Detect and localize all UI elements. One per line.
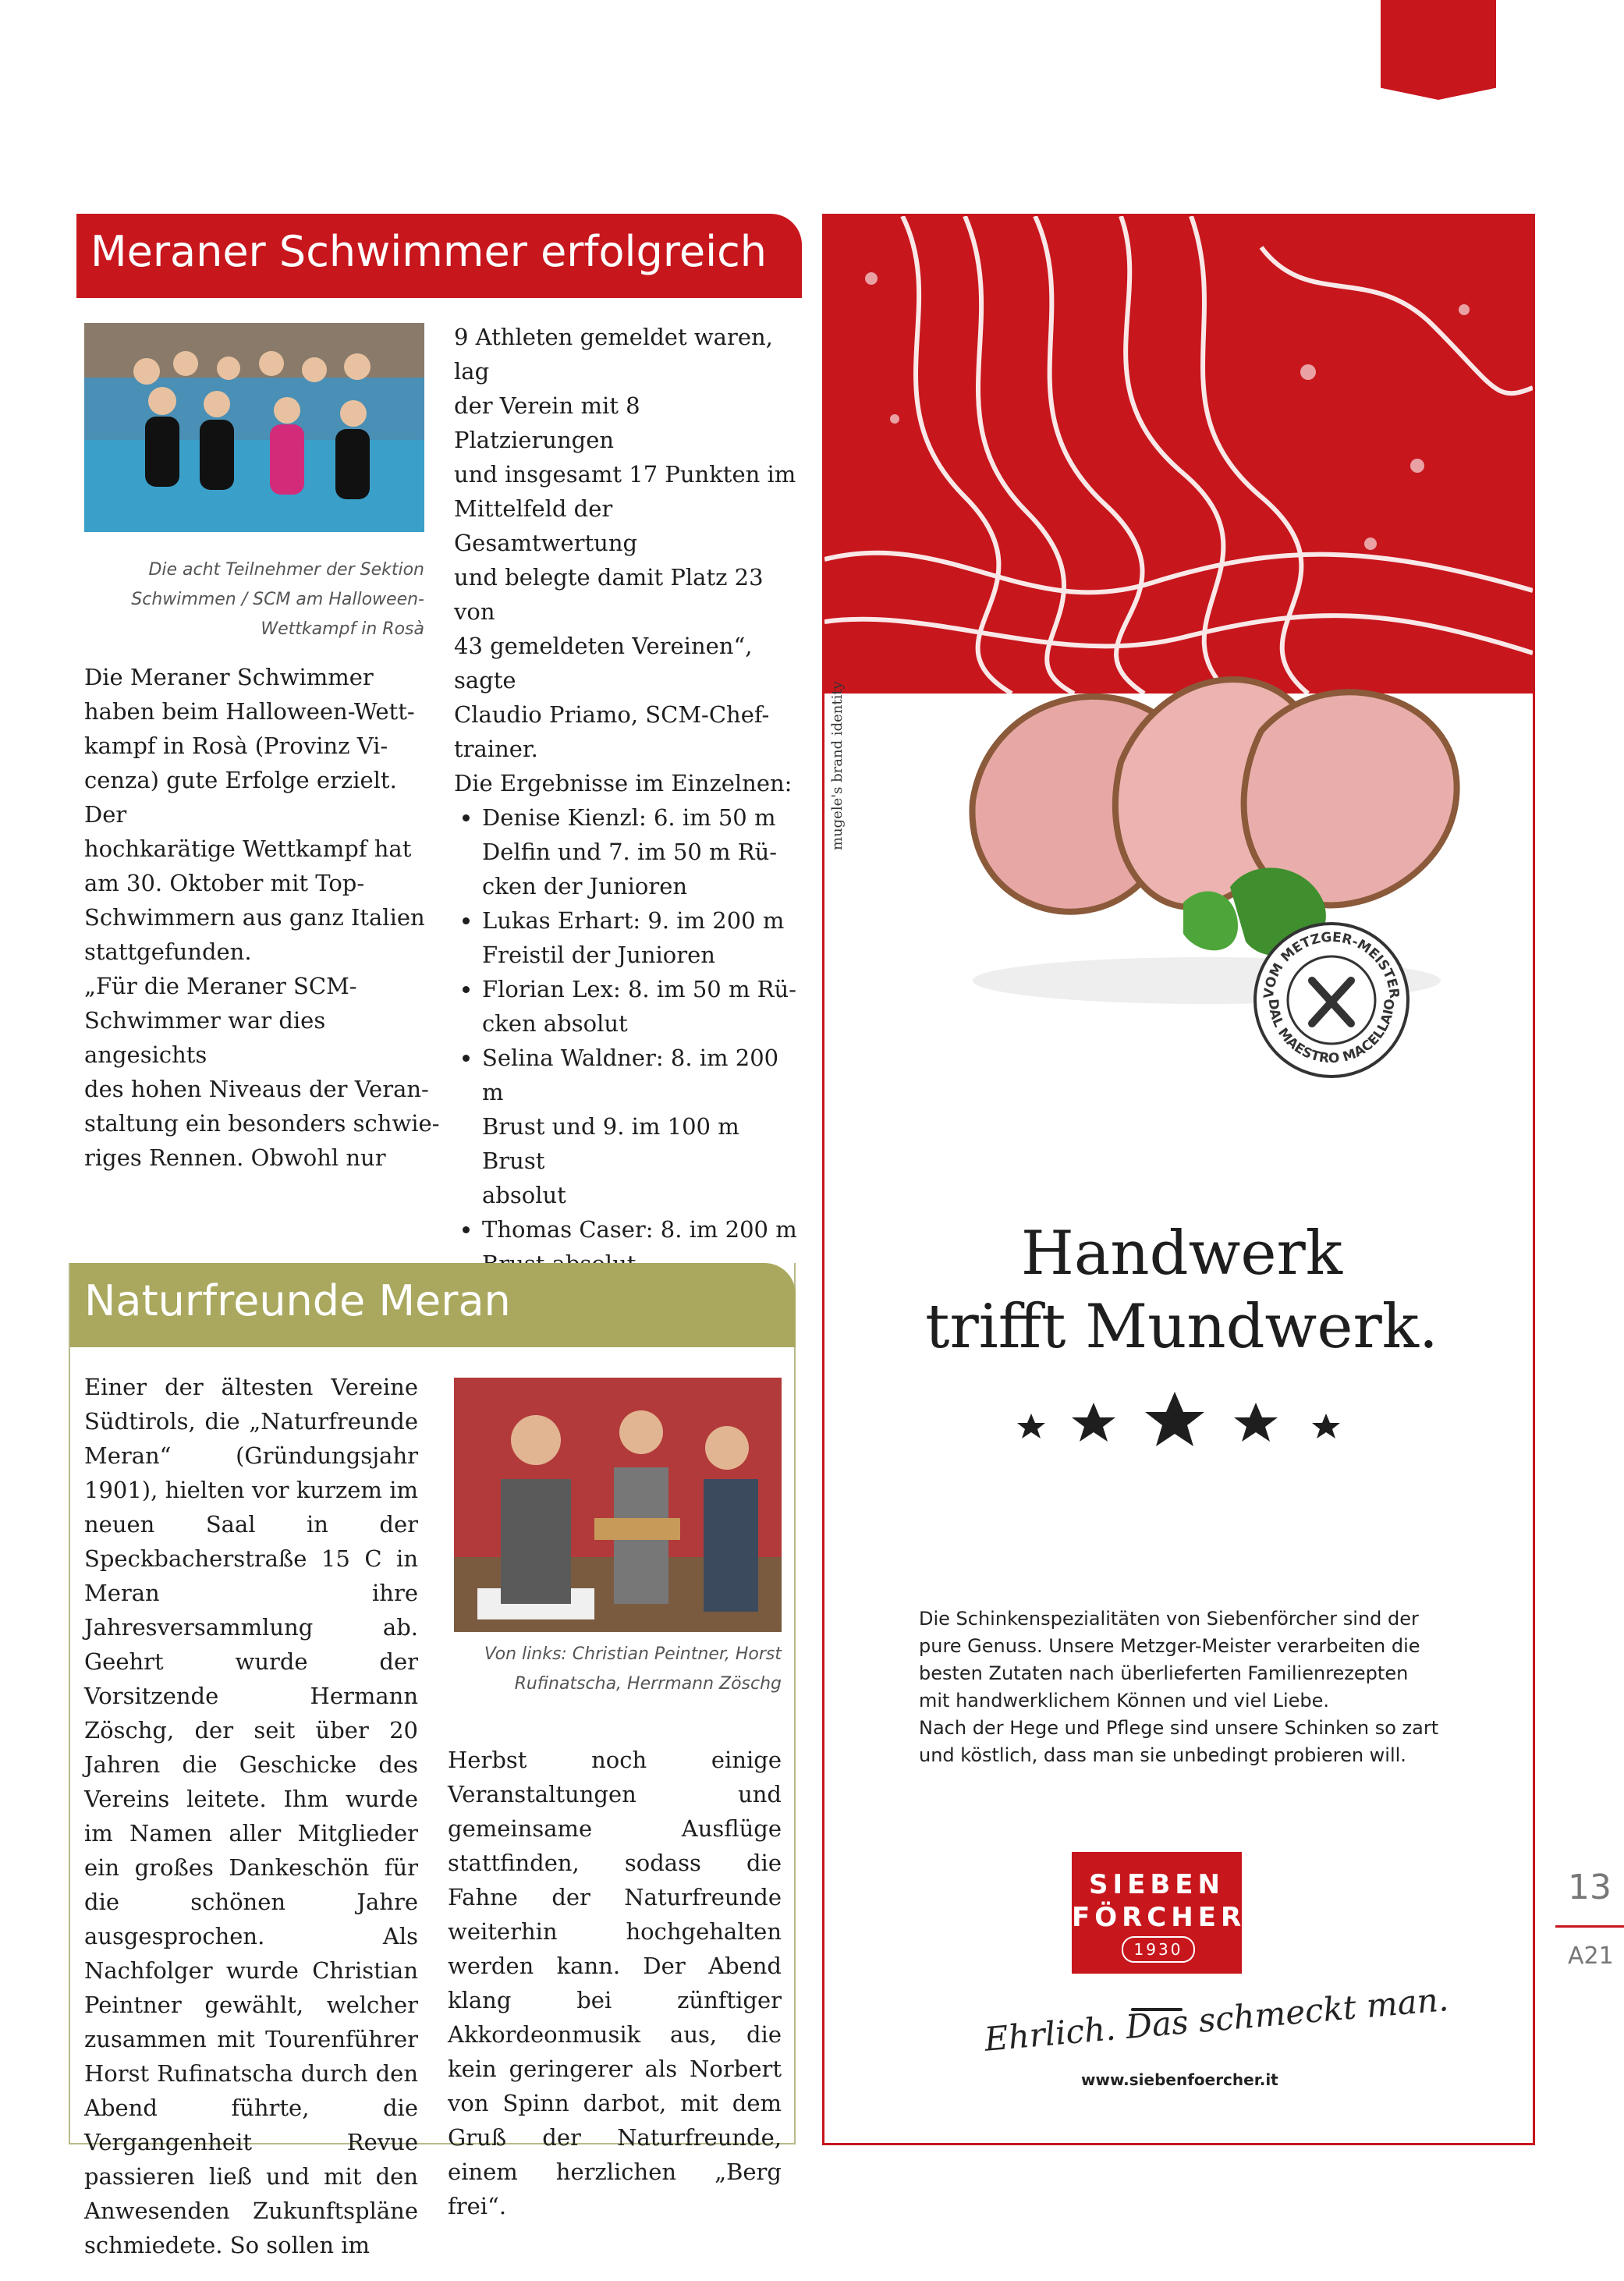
article2-column2: Herbst noch einige Veranstaltungen und gemeinsame Ausflüge stattfinden, sodass die Fahne der Naturfreunde weiterhin hochgehalten werden kann. Der Abend klang bei zünftiger Akkordeonmusik aus, die kein geringerer als Norbert von Spinn darbot, mit dem Gruß der Naturfreunde, einem herzlichen „Berg frei“.: [448, 1747, 782, 2219]
page-corner-tab: [1381, 0, 1496, 100]
photo-caption-naturfreunde: Von links: Christian Peintner, Horst Rufinatscha, Herrmann Zöschg: [484, 1644, 782, 1694]
list-item: • Lukas Erhart: 9. im 200 m Freistil der Junioren: [482, 903, 797, 972]
page-number: 13: [1568, 1868, 1612, 1907]
photo-naturfreunde: [454, 1378, 782, 1632]
ad-body-text: Die Schinkenspezialitäten von Siebenförcher sind der pure Genuss. Unsere Metzger-Meister verarbeiten die besten Zutaten nach überlieferten Familienrezepten mit handwerklichem Können und viel Liebe. Nach der Hege und Pflege sind unsere Schinken so zart und köstlich, dass man sie unbedingt probieren will.: [919, 1608, 1439, 1766]
svg-text:DAL MAESTRO MACELLAIO: DAL MAESTRO MACELLAIO: [1264, 998, 1399, 1067]
article1-column1: Die Meraner Schwimmer haben beim Halloween-Wett- kampf in Rosà (Provinz Vi- cenza) gute Erfolge erzielt. Der hochkarätige Wettkampf hat am 30. Oktober mit Top- Schwimmern aus ganz Italien stattgefunden. „Für die Meraner SCM- Schwimmer war dies angesichts des hohen Niveaus der Veran- staltung ein besonders schwie- riges Rennen. Obwohl nur: [84, 664, 440, 1171]
page-code: A21: [1568, 1942, 1614, 1970]
list-item: • Selina Waldner: 8. im 200 m Brust und 9. im 100 m Brust absolut: [482, 1041, 797, 1212]
list-item: • Florian Lex: 8. im 50 m Rü- cken absolut: [482, 972, 797, 1041]
metzger-meister-badge: [1250, 918, 1413, 1082]
star-icon: [1017, 1414, 1045, 1438]
rating-stars: [1011, 1392, 1354, 1462]
svg-text:VOM METZGER-MEISTER: VOM METZGER-MEISTER: [1261, 929, 1402, 999]
article2-column1: Einer der ältesten Vereine Südtirols, die „Naturfreunde Meran“ (Gründungsjahr 1901), hielten vor kurzem im neuen Saal in der Speckbacherstraße 15 C in Meran ihre Jahresversammlung ab. Geehrt wurde der Vorsitzende Hermann Zöschg, der seit über 20 Jahren die Geschicke des Vereins leitete. Ihm wurde im Namen aller Mitglieder ein großes Dankeschön für die schönen Jahre ausgesprochen. Als Nachfolger wurde Christian Peintner gewählt, welcher zusammen mit Tourenführer Horst Rufinatscha durch den Abend führte, die Vergangenheit Revue passieren ließ und mit den Anwesenden Zukunftspläne schmiedete. So sollen im: [84, 1374, 418, 2258]
article1-column2: 9 Athleten gemeldet waren, lag der Verein mit 8 Platzierungen und insgesamt 17 Punkten im Mittelfeld der Gesamtwertung und belegte damit Platz 23 von 43 gemeldeten Vereinen“, sagte Claudio Priamo, SCM-Chef- trainer. Die Ergebnisse im Einzelnen: • Denise Kienzl: 6. im 50 m Delfin und 7. im 50 m Rü- cken der Junioren • Lukas Erhart: 9. im 200 m Freistil der Junioren • Florian Lex: 8. im 50 m Rü- cken absolut • Selina Waldner: 8. im 200 m Brust und 9. im 100 m Brust absolut • Thomas Caser: 8. im 200 m •: [454, 320, 797, 1350]
star-icon: [1145, 1392, 1204, 1446]
photo-swimmers: [84, 323, 424, 532]
article-title-naturfreunde: Naturfreunde Meran: [70, 1263, 796, 1347]
photo-caption-swimmers: Die acht Teilnehmer der Sektion Schwimmen / SCM am Halloween- Wettkampf in Rosà: [131, 560, 424, 639]
ad-slogan: Handwerk trifft Mundwerk.: [925, 1219, 1438, 1362]
star-icon: [1072, 1403, 1115, 1442]
ad-url: www.siebenfoercher.it: [1081, 2070, 1278, 2089]
star-icon: [1312, 1414, 1340, 1438]
list-item: • Denise Kienzl: 6. im 50 m Delfin und 7. im 50 m Rü- cken der Junioren: [482, 800, 797, 903]
list-item: • Thomas Caser: 8. im 200 m: [482, 1212, 797, 1281]
ad-tagline: Ehrlich. Das schmeckt man.: [983, 1979, 1450, 2059]
article-title-swimmers: Meraner Schwimmer erfolgreich: [76, 214, 802, 298]
ad-credit: mugele's brand identity: [829, 681, 846, 850]
siebenfoercher-logo: SIEBEN FÖRCHER 1930: [1072, 1852, 1242, 1974]
star-icon: [1234, 1403, 1278, 1442]
page-number-divider: [1555, 1925, 1624, 1928]
